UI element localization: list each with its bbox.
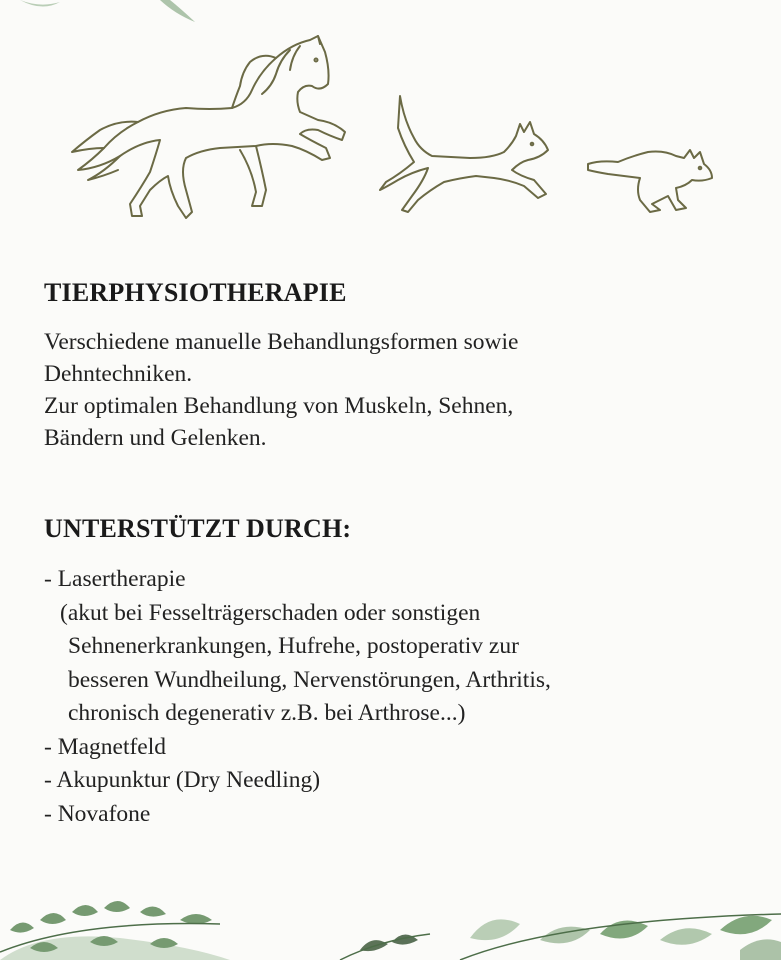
intro-line: Verschiedene manuelle Behandlungsformen sowie: [44, 329, 519, 355]
intro-line: Dehntechniken.: [44, 361, 193, 387]
animal-illustration: [0, 0, 781, 250]
section-title-physiotherapy: TIERPHYSIOTHERAPIE: [44, 278, 347, 307]
intro-paragraph: [44, 326, 744, 454]
section-title-supported-by: UNTERSTÜTZT DURCH:: [44, 514, 352, 543]
intro-line: Zur optimalen Behandlung von Muskeln, Sehnen,: [44, 393, 514, 419]
intro-line: Bändern und Gelenken.: [44, 425, 267, 451]
dog-drawing: [588, 150, 712, 212]
detail-line: besseren Wundheilung, Nervenstörungen, Arthritis,: [68, 666, 551, 693]
list-item-novafone: - Novafone: [44, 800, 151, 827]
cat-drawing: [380, 96, 548, 212]
foliage-decoration: [0, 890, 781, 960]
list-item-label: - Lasertherapie: [44, 566, 186, 592]
therapy-list: [44, 563, 744, 831]
detail-line: (akut bei Fesselträgerschaden oder sonstigen: [60, 599, 481, 626]
laser-details: [44, 597, 744, 731]
list-item-akupunktur: - Akupunktur (Dry Needling): [44, 767, 321, 793]
detail-line: chronisch degenerativ z.B. bei Arthrose...): [68, 700, 466, 726]
horse-drawing: [72, 36, 345, 218]
list-item-laser: [44, 563, 744, 731]
detail-line: Sehnenerkrankungen, Hufrehe, postoperativ zur: [68, 633, 519, 659]
list-item-magnetfeld: - Magnetfeld: [44, 733, 167, 760]
